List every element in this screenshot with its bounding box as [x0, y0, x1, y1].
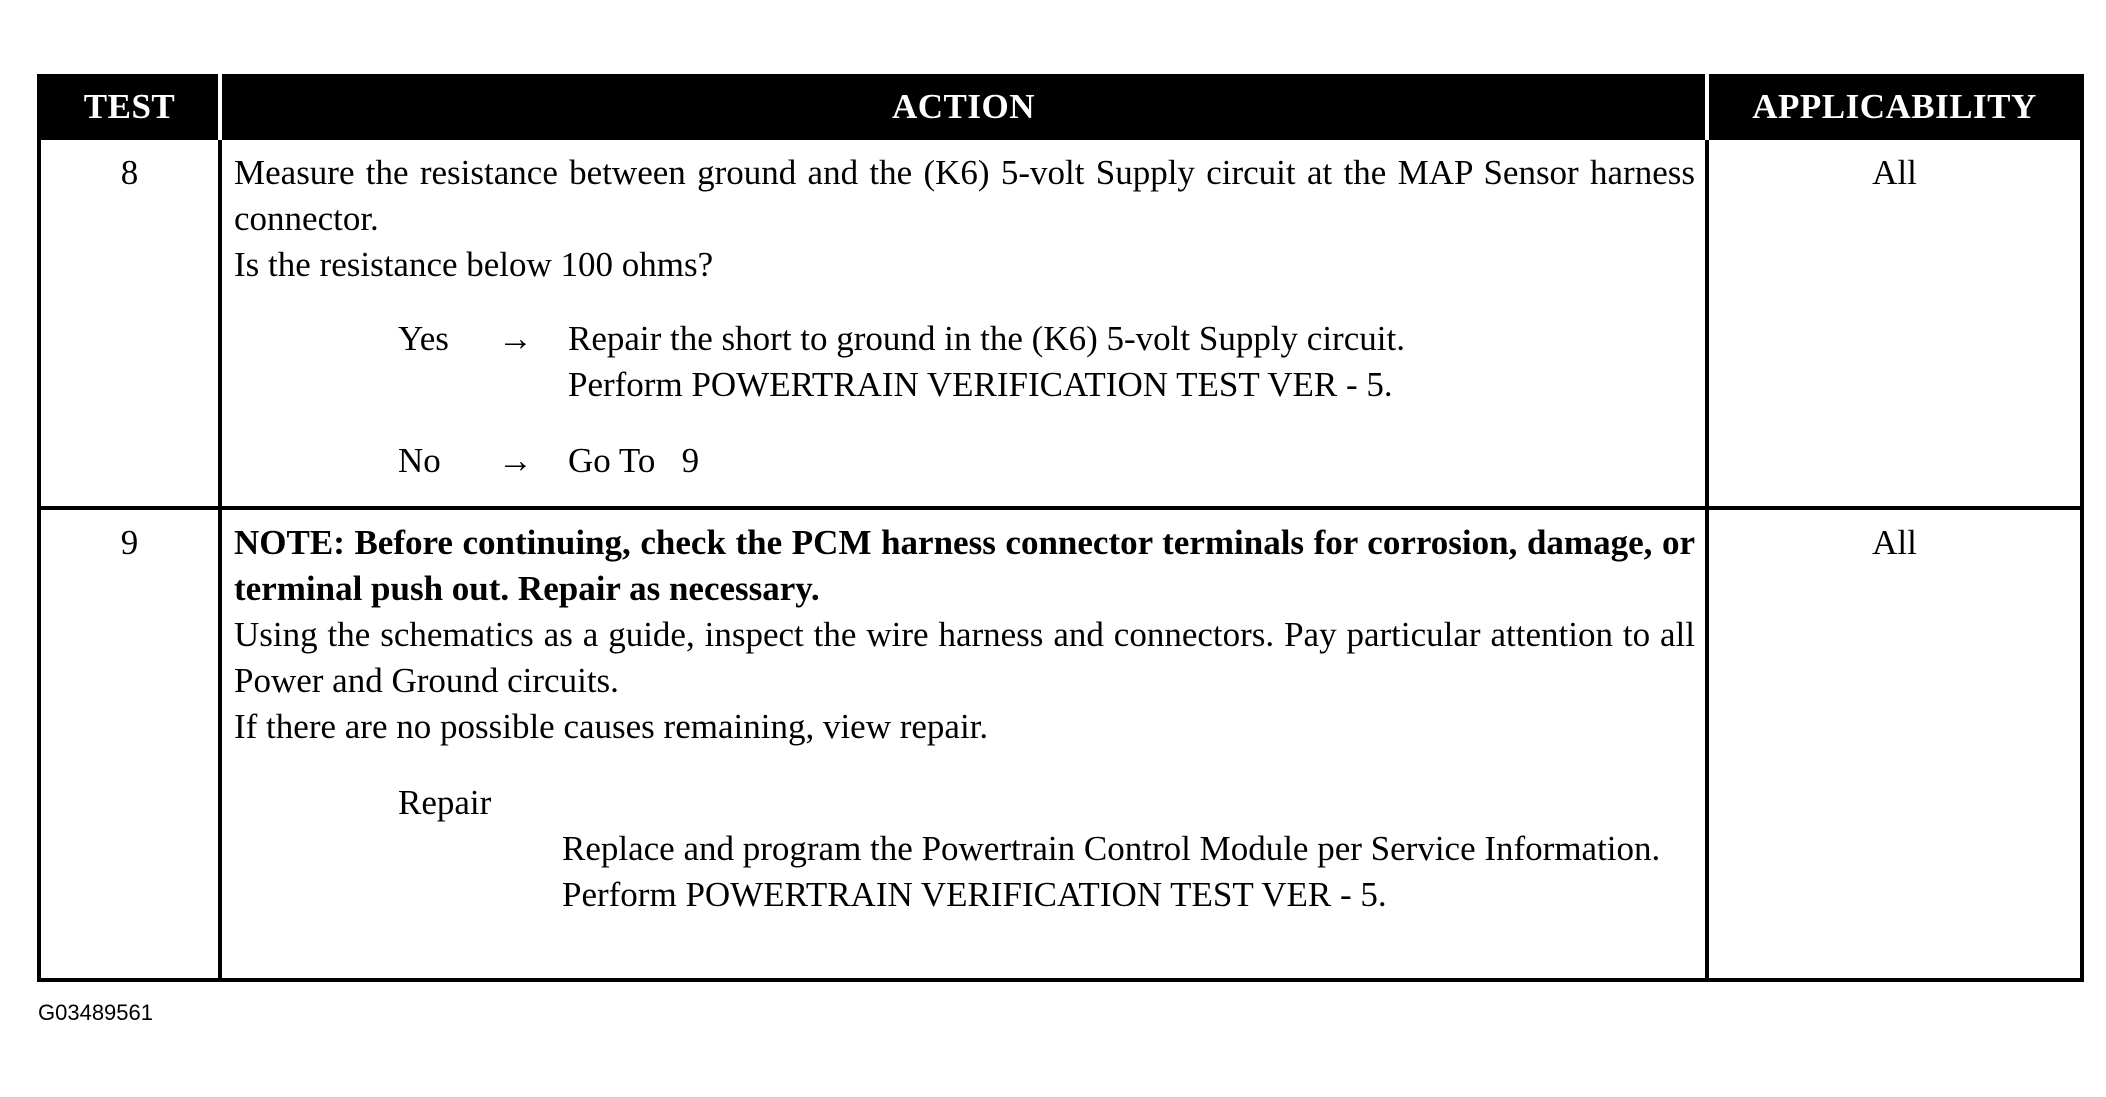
right-arrow-icon: → — [498, 441, 533, 480]
right-arrow-icon: → — [498, 319, 533, 358]
no-result: Go To 9 — [568, 441, 700, 480]
action-instruction: Measure the resistance between ground and the (K6) 5-volt Supply circuit at the MAP Sensor harness connector. — [234, 153, 1695, 238]
header-action: ACTION — [220, 76, 1707, 138]
no-label: No — [398, 441, 441, 480]
action-cell — [220, 508, 1707, 980]
no-response — [398, 438, 1695, 484]
yes-result-line-2: Perform POWERTRAIN VERIFICATION TEST VER - 5. — [568, 365, 1393, 404]
yes-result-line-1: Repair the short to ground in the (K6) 5-volt Supply circuit. — [568, 319, 1405, 358]
test-row-8 — [39, 138, 2082, 508]
applicability-value: All — [1707, 138, 2082, 508]
repair-line-1: Replace and program the Powertrain Control Module per Service Information. — [562, 829, 1661, 868]
header-test: TEST — [39, 76, 220, 138]
action-cell — [220, 138, 1707, 508]
figure-id: G03489561 — [38, 1000, 153, 1025]
header-row — [39, 76, 2082, 138]
repair-instructions — [562, 826, 1695, 918]
action-question: Is the resistance below 100 ohms? — [234, 245, 714, 284]
test-row-9 — [39, 508, 2082, 980]
repair-line-2: Perform POWERTRAIN VERIFICATION TEST VER - 5. — [562, 875, 1387, 914]
action-instruction: Using the schematics as a guide, inspect the wire harness and connectors. Pay particular attention to all Power and Ground circuits. — [234, 615, 1695, 700]
test-number: 8 — [39, 138, 220, 508]
yes-response — [398, 316, 1695, 408]
applicability-value: All — [1707, 508, 2082, 980]
yes-result — [568, 316, 1695, 408]
test-number: 9 — [39, 508, 220, 980]
header-applicability: APPLICABILITY — [1707, 76, 2082, 138]
action-note: NOTE: Before continuing, check the PCM harness connector terminals for corrosion, damage, or terminal push out. Repair as necessary. — [234, 523, 1695, 608]
action-instruction-2: If there are no possible causes remaining, view repair. — [234, 707, 989, 746]
yes-label: Yes — [398, 319, 449, 358]
repair-label: Repair — [398, 783, 492, 822]
diagnostic-test-table — [37, 74, 2084, 982]
